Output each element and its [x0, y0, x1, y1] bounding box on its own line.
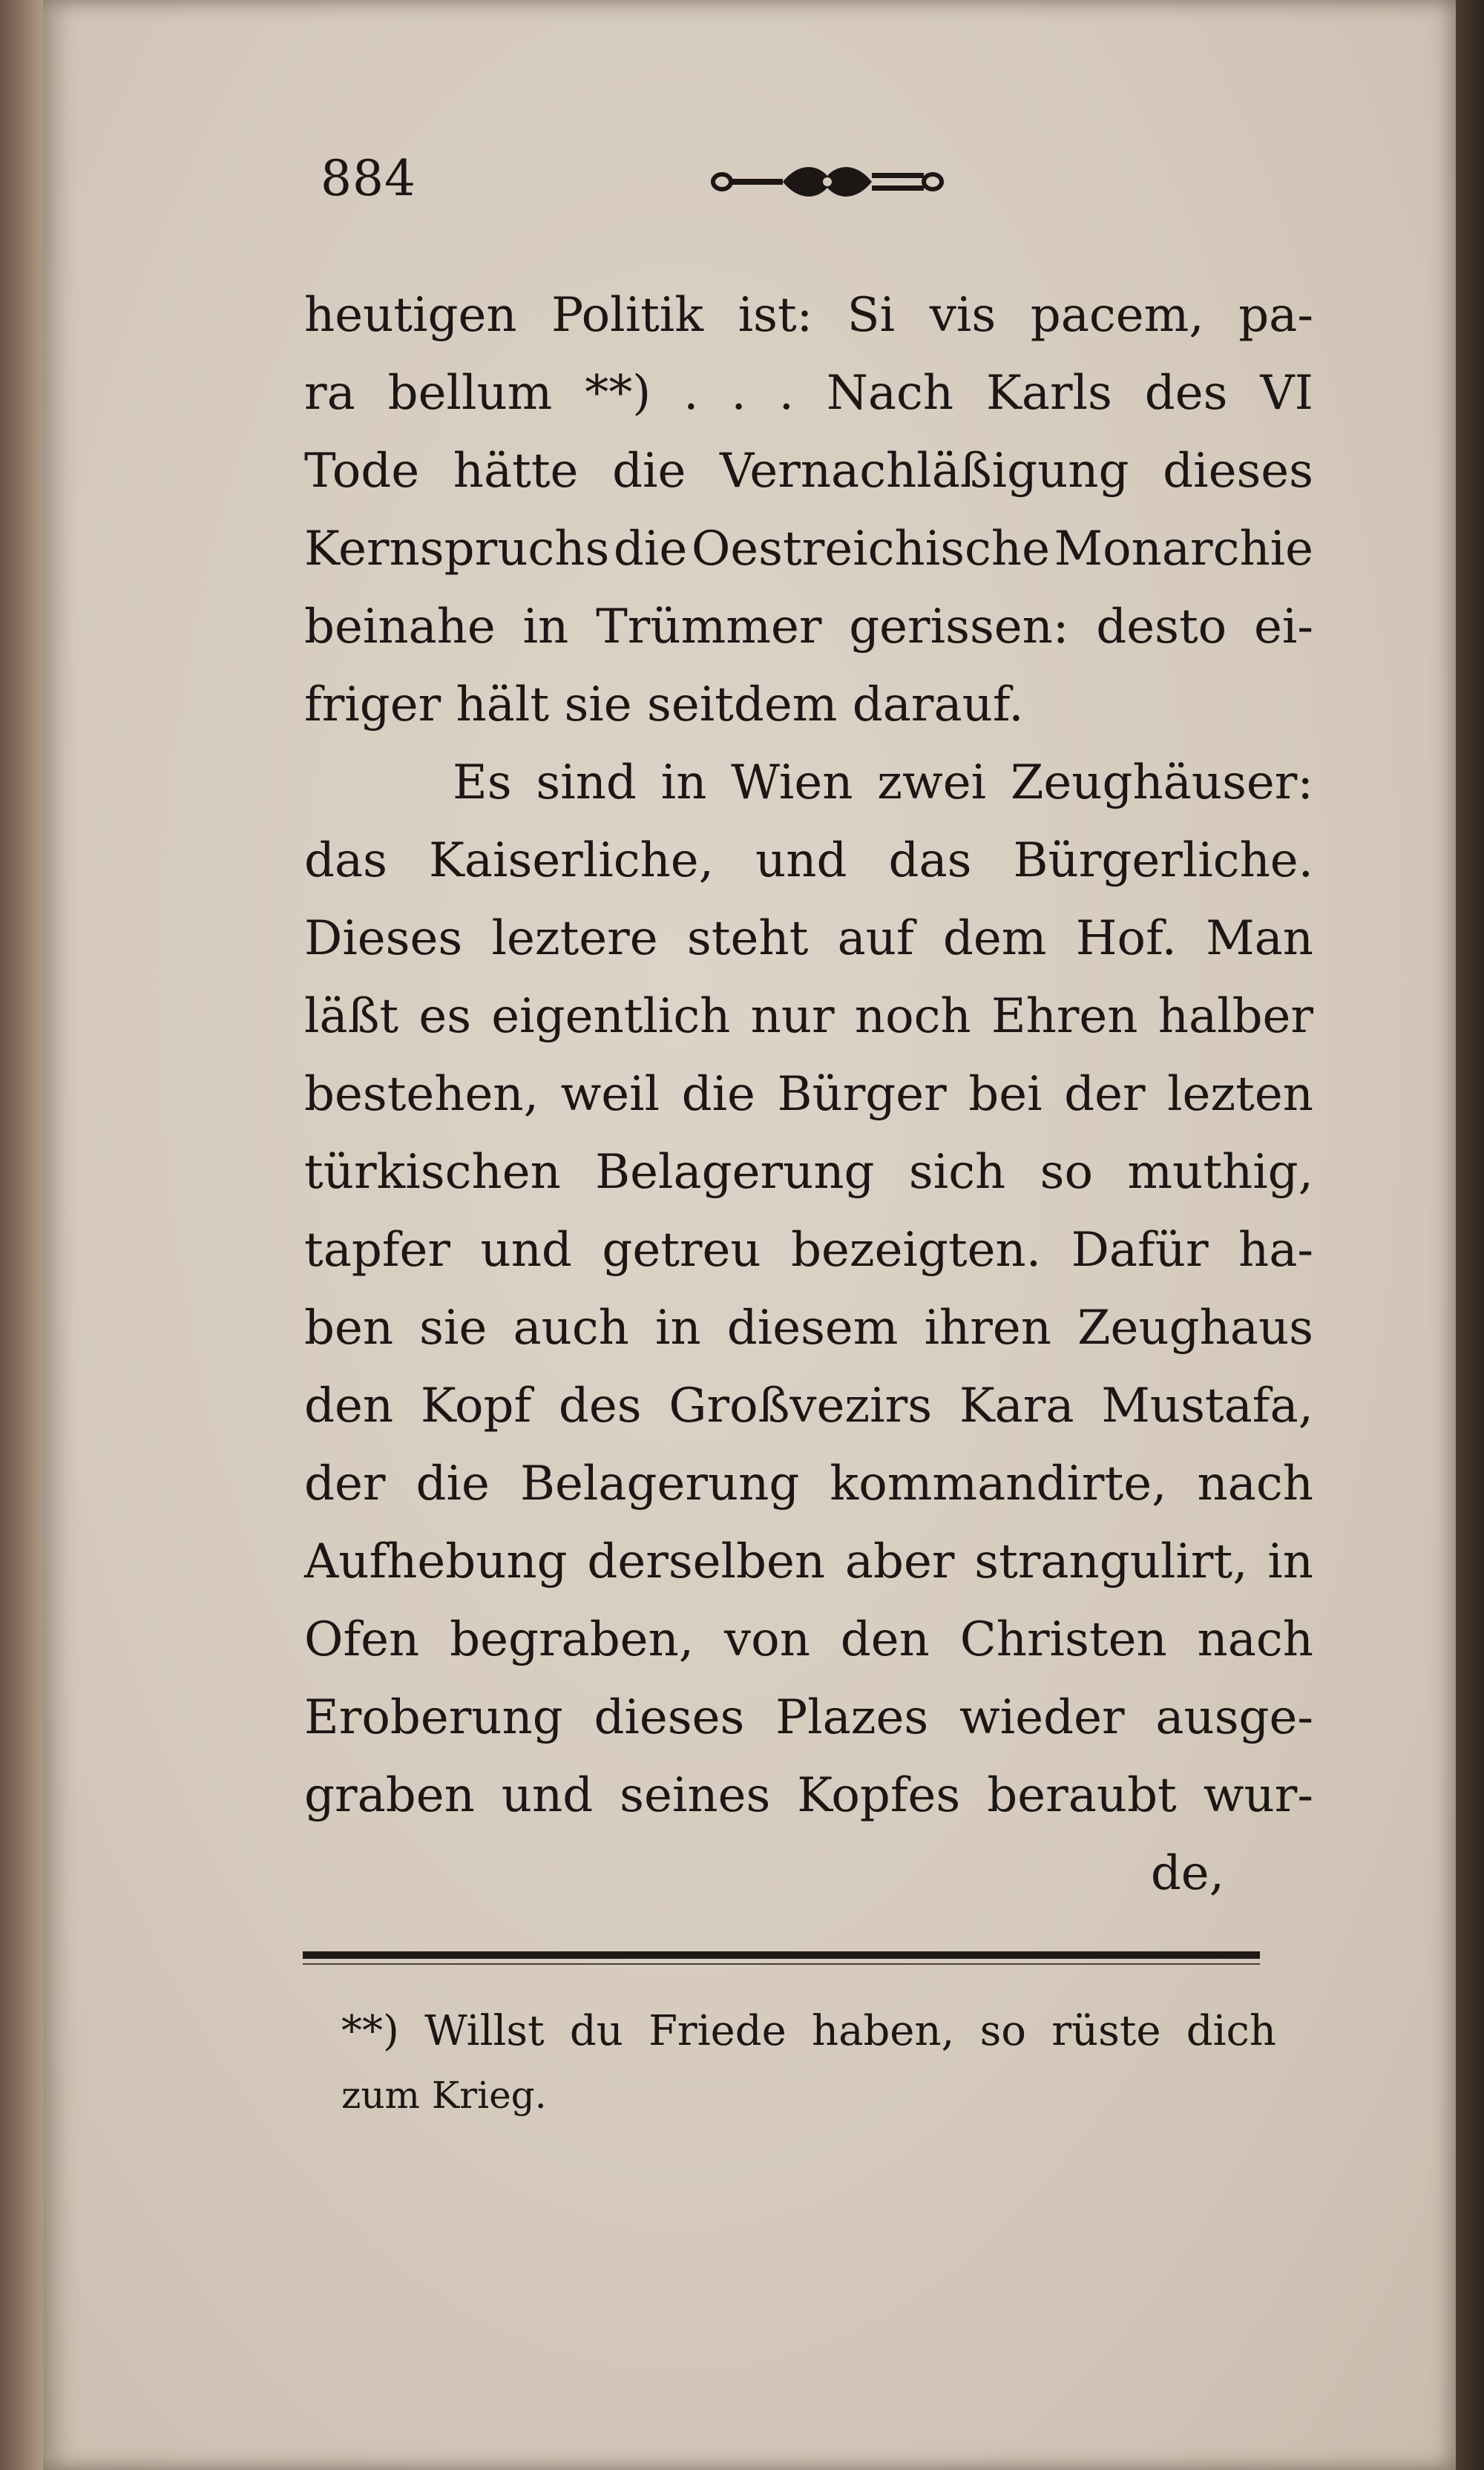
- word: Kara: [959, 1379, 1074, 1433]
- word: auch: [513, 1301, 629, 1356]
- word: VI: [1260, 366, 1313, 421]
- word: und: [755, 833, 847, 888]
- word: Dieses: [304, 911, 463, 966]
- body-line: friger hält sie seitdem darauf.: [304, 677, 1024, 732]
- word: Kernspruchs: [304, 522, 610, 577]
- word: ist:: [738, 288, 813, 343]
- word: heutigen: [304, 288, 517, 343]
- body-line: [304, 1766, 1313, 1825]
- word: der: [304, 1456, 386, 1511]
- word: leztere: [491, 911, 658, 966]
- word: Friede: [649, 2007, 787, 2055]
- word: vis: [929, 288, 997, 343]
- word: bestehen,: [304, 1067, 539, 1122]
- word: in: [654, 1301, 701, 1356]
- word: Plazes: [775, 1690, 929, 1745]
- word: so: [1040, 1145, 1093, 1200]
- body-line: [304, 1143, 1313, 1202]
- word: getreu: [602, 1223, 761, 1278]
- word: lezten: [1167, 1067, 1313, 1122]
- word: kommandirte,: [830, 1456, 1167, 1511]
- word: Nach: [826, 366, 954, 421]
- word: das: [304, 833, 387, 888]
- body-line: [304, 286, 1313, 345]
- word: Belagerung: [595, 1145, 875, 1200]
- word: nach: [1197, 1456, 1313, 1511]
- word: graben: [304, 1768, 475, 1823]
- word: pa-: [1238, 288, 1313, 343]
- word: strangulirt,: [974, 1534, 1248, 1589]
- word: und: [480, 1223, 572, 1278]
- word: Kaiserliche,: [429, 833, 714, 888]
- word: den: [840, 1612, 930, 1667]
- word: den: [304, 1379, 394, 1433]
- word: muthig,: [1127, 1145, 1313, 1200]
- word: Dafür: [1071, 1223, 1209, 1278]
- word: in: [660, 755, 707, 810]
- word: wieder: [959, 1690, 1125, 1745]
- word: sie: [419, 1301, 487, 1356]
- word: begraben,: [450, 1612, 695, 1667]
- word: sind: [536, 755, 637, 810]
- word: ausge-: [1155, 1690, 1313, 1745]
- body-line: [304, 1454, 1313, 1514]
- word: Aufhebung: [304, 1534, 568, 1589]
- body-line: [304, 1065, 1313, 1124]
- footnote-divider-thin: [303, 1963, 1260, 1965]
- word: Vernachläßigung: [720, 444, 1129, 499]
- word: Man: [1206, 911, 1313, 966]
- footnote-line: zum Krieg.: [341, 2074, 547, 2117]
- word: der: [1064, 1067, 1146, 1122]
- word: in: [1267, 1534, 1313, 1589]
- word: Christen: [959, 1612, 1167, 1667]
- word: Kopfes: [797, 1768, 961, 1823]
- word: türkischen: [304, 1145, 561, 1200]
- word: sich: [908, 1145, 1006, 1200]
- word: die: [681, 1067, 755, 1122]
- word: beinahe: [304, 600, 496, 654]
- word: Trümmer: [596, 600, 822, 654]
- word: Ofen: [304, 1612, 420, 1667]
- body-line: [304, 1221, 1313, 1280]
- printer-ornament-icon: [709, 160, 946, 204]
- body-line: [304, 987, 1313, 1046]
- word: Großvezirs: [669, 1379, 933, 1433]
- body-line: [304, 364, 1313, 423]
- word: Hof.: [1075, 911, 1177, 966]
- word: **): [585, 366, 651, 421]
- word: auf: [837, 911, 914, 966]
- word: Ehren: [991, 989, 1138, 1044]
- word: desto: [1096, 600, 1227, 654]
- word: und: [501, 1768, 594, 1823]
- word: dieses: [1163, 444, 1313, 499]
- word: von: [724, 1612, 810, 1667]
- word: des: [1144, 366, 1228, 421]
- word: du: [569, 2007, 623, 2055]
- word: Belagerung: [519, 1456, 800, 1511]
- word: hätte: [453, 444, 579, 499]
- word: .: [778, 366, 794, 421]
- word: dieses: [594, 1690, 745, 1745]
- word: bezeigten.: [791, 1223, 1042, 1278]
- word: beraubt: [987, 1768, 1177, 1823]
- body-line: [304, 597, 1313, 657]
- word: läßt: [304, 989, 399, 1044]
- word: weil: [560, 1067, 660, 1122]
- word: Oestreichische: [691, 522, 1050, 577]
- word: Si: [847, 288, 896, 343]
- word: .: [731, 366, 746, 421]
- word: ha-: [1238, 1223, 1313, 1278]
- word: ra: [304, 366, 355, 421]
- word: Kopf: [420, 1379, 532, 1433]
- word: es: [418, 989, 472, 1044]
- word: wur-: [1203, 1768, 1313, 1823]
- word: seines: [620, 1768, 771, 1823]
- word: Es: [453, 755, 512, 810]
- word: eigentlich: [491, 989, 731, 1044]
- word: dich: [1186, 2007, 1276, 2055]
- page-number: 884: [321, 150, 416, 207]
- word: des: [558, 1379, 642, 1433]
- word: dem: [942, 911, 1047, 966]
- word: ei-: [1253, 600, 1313, 654]
- body-line: [304, 753, 1313, 812]
- word: diesem: [726, 1301, 899, 1356]
- word: pacem,: [1030, 288, 1204, 343]
- word: die: [613, 522, 688, 577]
- word: aber: [844, 1534, 955, 1589]
- word: halber: [1158, 989, 1313, 1044]
- word: die: [416, 1456, 490, 1511]
- word: Bürgerliche.: [1013, 833, 1313, 888]
- body-line: [304, 1532, 1313, 1592]
- footnote-line: [341, 2003, 1276, 2060]
- word: steht: [686, 911, 809, 966]
- word: Politik: [551, 288, 704, 343]
- word: Willst: [424, 2007, 545, 2055]
- word: Tode: [304, 444, 420, 499]
- word: noch: [854, 989, 971, 1044]
- word: **): [341, 2007, 399, 2055]
- word: die: [612, 444, 686, 499]
- page-right-edge: [1456, 0, 1484, 2470]
- body-line: [304, 909, 1313, 968]
- word: bellum: [387, 366, 553, 421]
- word: Zeughäuser:: [1010, 755, 1313, 810]
- book-spine-edge: [0, 0, 43, 2470]
- catchword: de,: [1150, 1846, 1224, 1901]
- word: Wien: [731, 755, 853, 810]
- body-line: [304, 831, 1313, 890]
- word: Monarchie: [1054, 522, 1313, 577]
- word: Mustafa,: [1101, 1379, 1313, 1433]
- body-line: [304, 519, 1313, 579]
- body-line: [304, 1298, 1313, 1358]
- word: ben: [304, 1301, 394, 1356]
- body-line: [304, 1688, 1313, 1747]
- word: tapfer: [304, 1223, 450, 1278]
- word: das: [888, 833, 972, 888]
- word: nach: [1197, 1612, 1313, 1667]
- word: gerissen:: [849, 600, 1069, 654]
- word: Karls: [986, 366, 1112, 421]
- footnote-divider: [303, 1951, 1260, 1959]
- body-line: [304, 441, 1313, 501]
- word: nur: [750, 989, 835, 1044]
- word: Bürger: [777, 1067, 947, 1122]
- word: Eroberung: [304, 1690, 563, 1745]
- word: in: [522, 600, 569, 654]
- word: zwei: [877, 755, 987, 810]
- word: ihren: [924, 1301, 1051, 1356]
- word: haben,: [812, 2007, 955, 2055]
- word: so: [979, 2007, 1027, 2055]
- body-line: [304, 1376, 1313, 1436]
- word: bei: [968, 1067, 1043, 1122]
- body-line: [304, 1610, 1313, 1669]
- word: derselben: [587, 1534, 826, 1589]
- word: Zeughaus: [1077, 1301, 1313, 1356]
- word: .: [683, 366, 699, 421]
- word: rüste: [1051, 2007, 1161, 2055]
